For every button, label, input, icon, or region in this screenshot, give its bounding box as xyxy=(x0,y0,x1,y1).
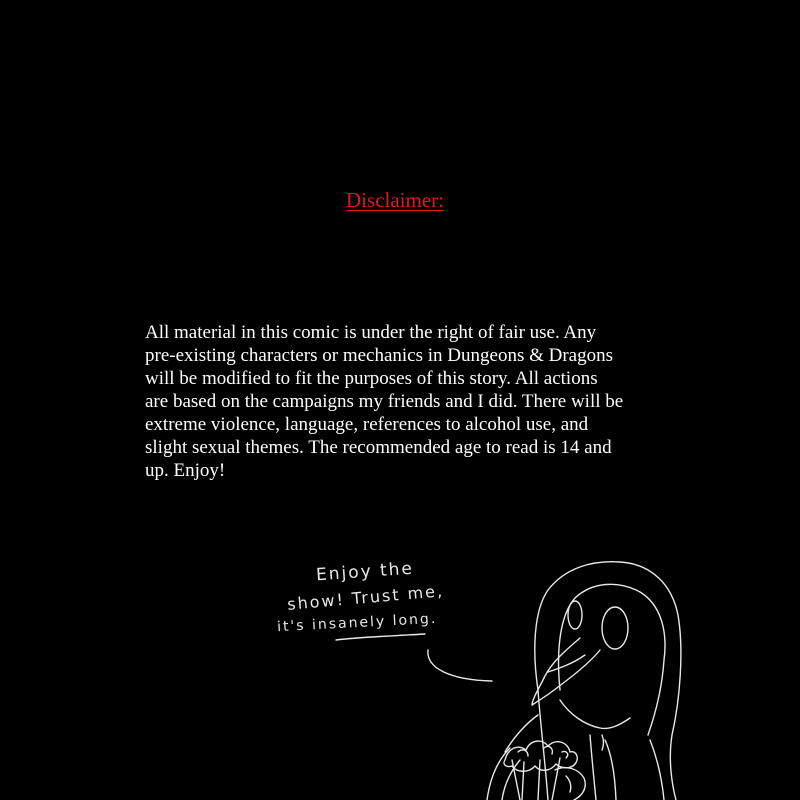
disclaimer-line: All material in this comic is under the right of fair use. Any xyxy=(145,322,597,343)
disclaimer-line: are based on the campaigns my friends and I did. There will be xyxy=(145,391,624,412)
mask-eye-icon xyxy=(568,601,582,629)
speech-line-3: it's insanely long. xyxy=(276,610,438,636)
speech-line-2: show! Trust me, xyxy=(286,581,445,614)
mask-eye-icon xyxy=(602,607,628,649)
collar xyxy=(560,700,630,728)
disclaimer-line: up. Enjoy! xyxy=(145,460,226,481)
disclaimer-title: Disclaimer: xyxy=(346,188,444,212)
speech-line-1: Enjoy the xyxy=(315,558,415,586)
disclaimer-line: pre-existing characters or mechanics in Dungeons & Dragons xyxy=(145,345,613,366)
coat-fold xyxy=(605,740,616,800)
disclaimer-line: will be modified to fit the purposes of this story. All actions xyxy=(145,368,598,389)
disclaimer-line: extreme violence, language, references to alcohol use, and xyxy=(145,414,589,435)
coat-brooch xyxy=(602,735,604,750)
coat-center xyxy=(590,735,596,800)
finger xyxy=(566,776,571,792)
popcorn-bucket xyxy=(512,758,560,800)
speech-tail xyxy=(428,650,492,681)
beak xyxy=(532,638,600,705)
coat-left xyxy=(505,715,538,752)
speech-underline xyxy=(336,634,425,640)
disclaimer-line: slight sexual themes. The recommended age to read is 14 and xyxy=(145,437,612,458)
coat-right xyxy=(650,740,664,800)
